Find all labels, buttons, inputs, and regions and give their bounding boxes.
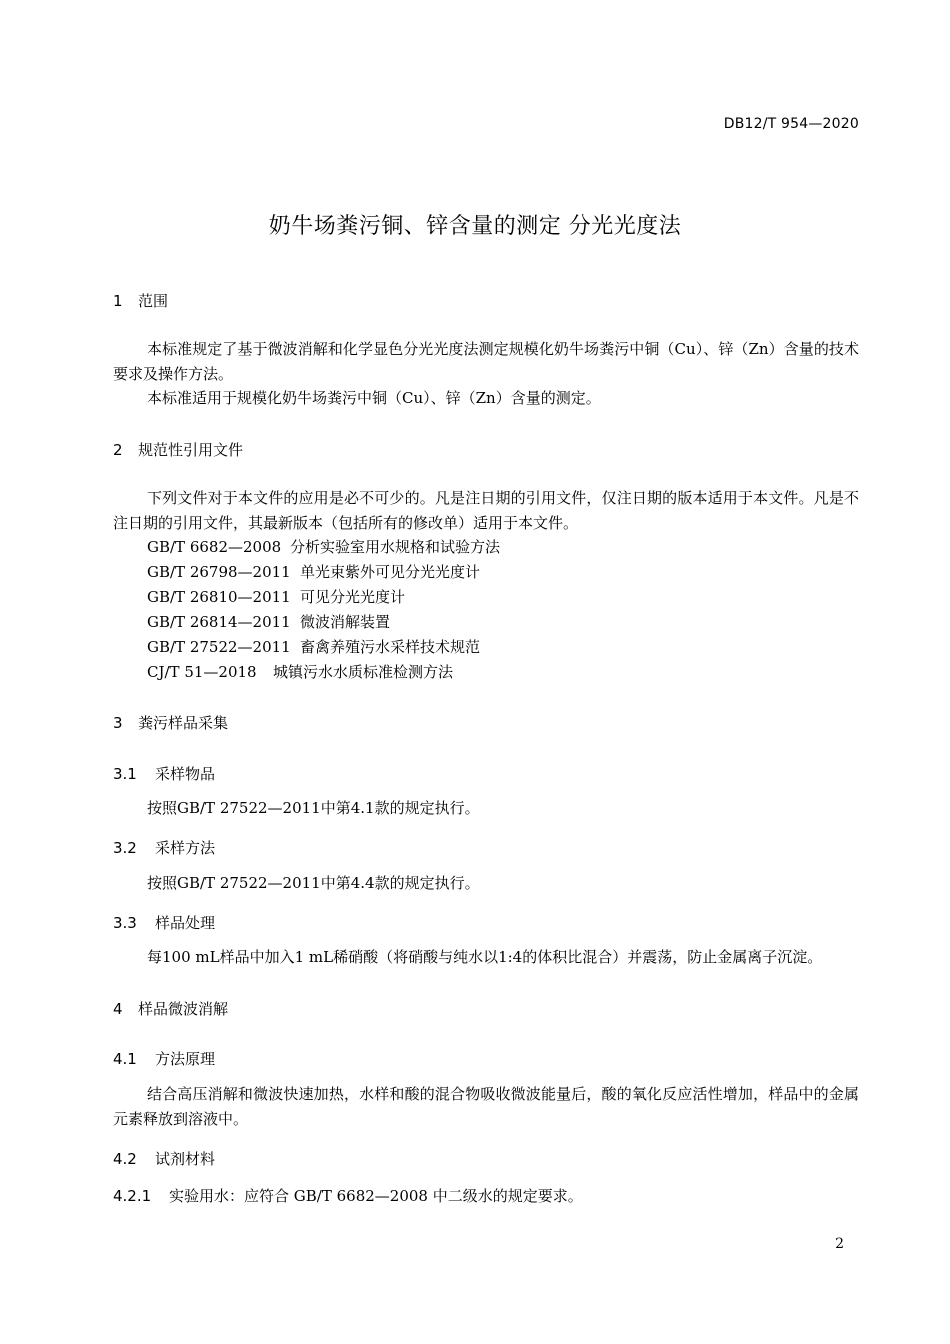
subsection-3-3-heading: [113, 912, 215, 933]
section-title: 粪污样品采集: [138, 714, 229, 732]
subsection-3-1-text: 按照GB/T 27522—2011中第4.1款的规定执行。: [147, 799, 480, 817]
document-code: DB12/T 954—2020: [723, 116, 859, 132]
section-1-paragraph-1: 本标准规定了基于微波消解和化学显色分光光度法测定规模化奶牛场粪污中铜（Cu）、锌（Zn）含量的技术要求及操作方法。: [113, 340, 859, 383]
section-4-heading: [113, 998, 228, 1019]
reference-code: GB/T 27522—2011: [147, 638, 291, 656]
subsection-3-2-heading: [113, 837, 215, 858]
section-1-paragraph-2: 本标准适用于规模化奶牛场粪污中铜（Cu）、锌（Zn）含量的测定。: [147, 389, 601, 407]
subsection-3-1-heading: [113, 763, 215, 784]
subsection-number: 3.2: [113, 839, 137, 857]
reference-item: [147, 660, 453, 685]
section-2-heading: [113, 439, 243, 460]
subsection-title: 试剂材料: [155, 1150, 216, 1168]
subsection-title: 方法原理: [155, 1050, 216, 1068]
section-number: 3: [113, 714, 123, 732]
subsection-3-3-text: 每100 mL样品中加入1 mL稀硝酸（将硝酸与纯水以1:4的体积比混合）并震荡，防止金属离子沉淀。: [147, 948, 823, 966]
reference-code: GB/T 6682—2008: [147, 538, 282, 556]
subsection-title: 采样物品: [155, 765, 216, 783]
section-2-paragraph-1: 下列文件对于本文件的应用是必不可少的。凡是注日期的引用文件，仅注日期的版本适用于本文件。凡是不注日期的引用文件，其最新版本（包括所有的修改单）适用于本文件。: [113, 489, 859, 532]
subsection-3-2-text: 按照GB/T 27522—2011中第4.4款的规定执行。: [147, 874, 480, 892]
reference-item: [147, 535, 500, 560]
subsection-number: 4.1: [113, 1050, 137, 1068]
reference-name: 可见分光光度计: [300, 588, 406, 606]
subsection-number: 4.2: [113, 1150, 137, 1168]
reference-item: [147, 560, 480, 585]
reference-code: CJ/T 51—2018: [147, 663, 257, 681]
section-1-heading: [113, 290, 168, 311]
document-title: 奶牛场粪污铜、锌含量的测定 分光光度法: [268, 214, 682, 239]
reference-code: GB/T 26810—2011: [147, 588, 291, 606]
section-3-heading: [113, 712, 228, 733]
subsection-title: 采样方法: [155, 839, 216, 857]
subsection-4-2-heading: [113, 1148, 215, 1169]
page-number: 2: [835, 1236, 844, 1252]
reference-name: 微波消解装置: [300, 613, 391, 631]
subsection-number: 3.3: [113, 914, 137, 932]
reference-name: 分析实验室用水规格和试验方法: [290, 538, 501, 556]
reference-item: [147, 635, 480, 660]
clause-text: 实验用水：应符合 GB/T 6682—2008 中二级水的规定要求。: [169, 1187, 583, 1205]
section-number: 4: [113, 1000, 123, 1018]
subsection-number: 3.1: [113, 765, 137, 783]
reference-item: [147, 585, 405, 610]
section-number: 2: [113, 441, 123, 459]
section-title: 规范性引用文件: [138, 441, 244, 459]
reference-item: [147, 610, 390, 635]
subsection-title: 样品处理: [155, 914, 216, 932]
reference-name: 单光束紫外可见分光光度计: [300, 563, 481, 581]
clause-number: 4.2.1: [113, 1187, 152, 1205]
reference-code: GB/T 26798—2011: [147, 563, 291, 581]
section-title: 样品微波消解: [138, 1000, 229, 1018]
section-title: 范围: [138, 292, 169, 310]
reference-code: GB/T 26814—2011: [147, 613, 291, 631]
reference-name: 畜禽养殖污水采样技术规范: [300, 638, 481, 656]
reference-name: 城镇污水水质标准检测方法: [273, 663, 454, 681]
clause-4-2-1: [113, 1185, 583, 1206]
subsection-4-1-text: 结合高压消解和微波快速加热，水样和酸的混合物吸收微波能量后，酸的氧化反应活性增加，样品中的金属元素释放到溶液中。: [113, 1085, 859, 1128]
section-number: 1: [113, 292, 123, 310]
subsection-4-1-heading: [113, 1048, 215, 1069]
